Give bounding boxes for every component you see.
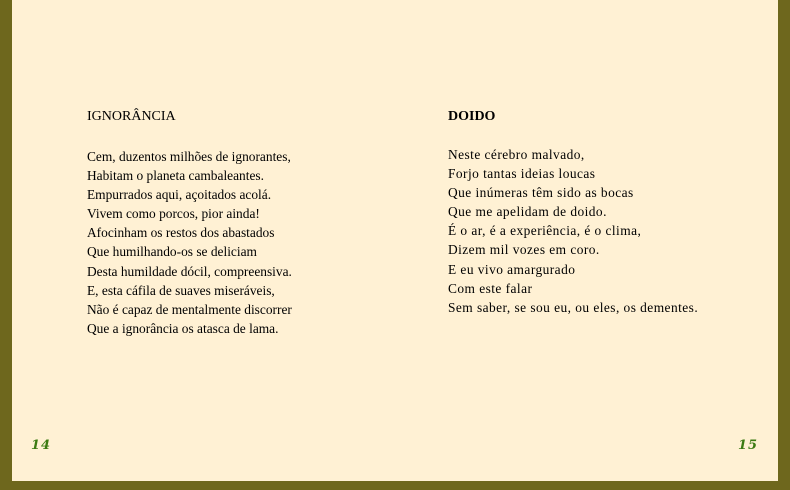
top-page-edge	[0, 0, 790, 9]
poem-line: Dizem mil vozes em coro.	[448, 242, 600, 258]
poem-ignorancia	[87, 108, 292, 338]
poem-line: Habitam o planeta cambaleantes.	[87, 168, 264, 184]
poem-line: Afocinham os restos dos abastados	[87, 225, 275, 241]
poem-line: Sem saber, se sou eu, ou eles, os dementes.	[448, 299, 699, 315]
poem-line: É o ar, é a experiência, é o clima,	[448, 223, 642, 239]
poem-doido	[448, 108, 698, 317]
page-number-right: 15	[738, 438, 759, 453]
poem-line: Não é capaz de mentalmente discorrer	[87, 301, 292, 317]
poem-line: Cem, duzentos milhões de ignorantes,	[87, 149, 291, 164]
frame-corner-right	[778, 0, 790, 9]
poem-line: E eu vivo amargurado	[448, 261, 576, 277]
poem-line: Forjo tantas ideias loucas	[448, 166, 596, 182]
poem-line: Que humilhando-os se deliciam	[87, 244, 257, 260]
poem-line: Que a ignorância os atasca de lama.	[87, 320, 279, 336]
page-number-left: 14	[31, 438, 52, 453]
poem-line: Desta humildade dócil, compreensiva.	[87, 263, 292, 279]
poem-title: DOIDO	[448, 109, 496, 124]
poem-line: E, esta cáfila de suaves miseráveis,	[87, 282, 275, 298]
poem-line: Empurrados aqui, açoitados acolá.	[87, 187, 272, 203]
poem-title: IGNORÂNCIA	[87, 109, 176, 124]
poem-line: Neste cérebro malvado,	[448, 147, 585, 162]
poem-line: Que inúmeras têm sido as bocas	[448, 185, 634, 201]
poem-line: Vivem como porcos, pior ainda!	[87, 206, 260, 222]
frame-corner-left	[0, 0, 12, 9]
poem-line: Com este falar	[448, 280, 533, 296]
poem-line: Que me apelidam de doido.	[448, 204, 607, 220]
poem-lines	[87, 147, 292, 338]
poem-lines	[448, 145, 698, 317]
